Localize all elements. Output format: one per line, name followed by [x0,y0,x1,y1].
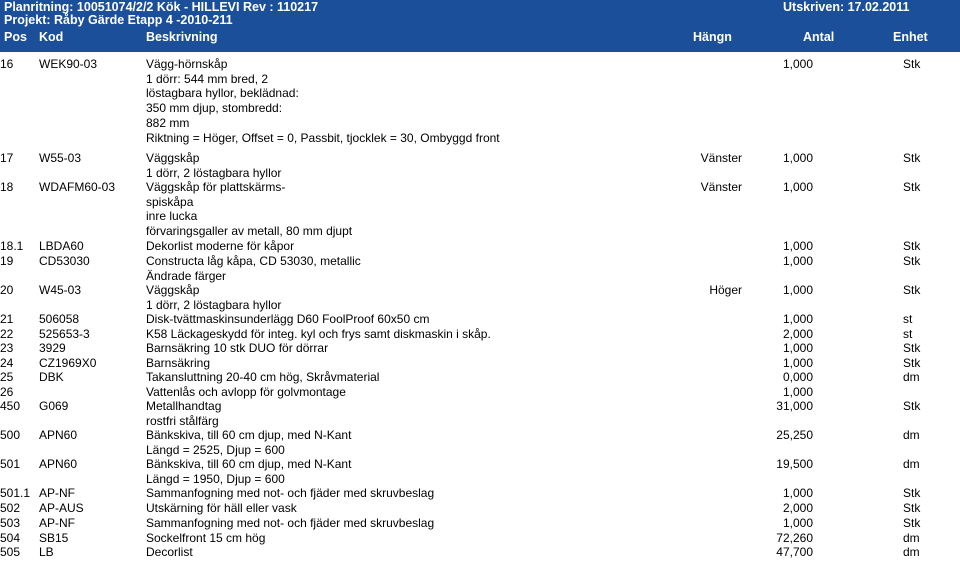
cell-antal: 1,000 [782,151,813,165]
cell-desc: Dekorlist moderne för kåpor [146,239,295,253]
cell-desc: Vattenlås och avlopp för golvmontage [146,385,346,399]
cell-pos: 23 [0,341,14,355]
cell-enhet: Stk [903,239,921,253]
table-row [0,516,960,531]
cell-kod: WEK90-03 [39,57,98,71]
column-header-pos: Pos [4,30,27,44]
cell-enhet: dm [903,370,920,384]
cell-antal: 19,500 [776,457,813,471]
table-row [0,486,960,501]
row-description-line: inre lucka [146,209,198,224]
cell-desc: Barnsäkring [146,356,211,370]
cell-antal: 0,000 [782,370,813,384]
table-row [0,399,960,414]
cell-desc: Sockelfront 15 cm hög [146,531,266,545]
row-description-line: 1 dörr: 544 mm bred, 2 [146,71,269,86]
cell-enhet: dm [903,428,920,442]
cell-antal: 47,700 [776,545,813,559]
table-row [0,385,960,400]
cell-hangn: Höger [709,283,742,297]
cell-antal: 2,000 [782,501,813,515]
table-row [0,239,960,254]
cell-desc: Barnsäkring 10 stk DUO för dörrar [146,341,329,355]
table-row [0,283,960,298]
cell-desc: Utskärning för häll eller vask [146,501,297,515]
row-description-line: Riktning = Höger, Offset = 0, Passbit, tjocklek = 30, Ombyggd front [146,130,500,145]
cell-enhet: Stk [903,516,921,530]
cell-enhet: Stk [903,283,921,297]
cell-kod: 3929 [39,341,66,355]
cell-antal: 2,000 [782,327,813,341]
cell-pos: 502 [0,501,21,515]
row-description-line: förvaringsgaller av metall, 80 mm djupt [146,224,353,239]
table-row [0,312,960,327]
cell-kod: CZ1969X0 [39,356,97,370]
cell-enhet: dm [903,545,920,559]
cell-kod: 525653-3 [39,327,90,341]
cell-desc: Bänkskiva, till 60 cm djup, med N-Kant [146,457,352,471]
cell-pos: 450 [0,399,21,413]
cell-pos: 505 [0,545,21,559]
table-row [0,545,960,560]
row-description-line: 1 dörr, 2 löstagbara hyllor [146,165,282,180]
cell-kod: CD53030 [39,254,90,268]
row-description-line: 882 mm [146,115,190,130]
table-row [0,356,960,371]
table-row [0,254,960,269]
printed-date: Utskriven: 17.02.2011 [783,0,910,14]
table-row [0,341,960,356]
cell-enhet: Stk [903,399,921,413]
cell-pos: 503 [0,516,21,530]
cell-pos: 20 [0,283,14,297]
cell-hangn: Vänster [700,180,742,194]
cell-pos: 22 [0,327,14,341]
cell-kod: DBK [39,370,64,384]
cell-enhet: Stk [903,341,921,355]
row-description-line: 1 dörr, 2 löstagbara hyllor [146,297,282,312]
cell-desc: Constructa låg kåpa, CD 53030, metallic [146,254,361,268]
table-row [0,151,960,166]
cell-enhet: Stk [903,57,921,71]
cell-pos: 21 [0,312,14,326]
cell-enhet: dm [903,457,920,471]
cell-pos: 16 [0,57,14,71]
cell-desc: Väggskåp [146,151,200,165]
cell-enhet: Stk [903,180,921,194]
cell-pos: 18.1 [0,239,24,253]
table-row [0,57,960,72]
cell-antal: 1,000 [782,254,813,268]
cell-antal: 1,000 [782,57,813,71]
cell-kod: LBDA60 [39,239,84,253]
cell-enhet: Stk [903,486,921,500]
column-header-antal: Antal [803,30,835,44]
cell-enhet: Stk [903,254,921,268]
cell-pos: 25 [0,370,14,384]
cell-kod: SB15 [39,531,69,545]
cell-kod: LB [39,545,54,559]
cell-kod: APN60 [39,428,78,442]
cell-enhet: st [903,312,913,326]
table-row [0,428,960,443]
row-description-line: Ändrade färger [146,268,227,283]
cell-kod: AP-AUS [39,501,84,515]
cell-antal: 1,000 [782,283,813,297]
row-description-line: Längd = 2525, Djup = 600 [146,442,285,457]
cell-pos: 500 [0,428,21,442]
cell-enhet: Stk [903,356,921,370]
cell-desc: Sammanfogning med not- och fjäder med skruvbeslag [146,486,435,500]
cell-desc: Bänkskiva, till 60 cm djup, med N-Kant [146,428,352,442]
cell-pos: 504 [0,531,21,545]
cell-kod: AP-NF [39,486,75,500]
row-description-line: spiskåpa [146,194,194,209]
column-header-enhet: Enhet [893,30,928,44]
cell-desc: Decorlist [146,545,193,559]
row-description-line: Längd = 1950, Djup = 600 [146,471,285,486]
column-header-kod: Kod [39,30,64,44]
cell-kod: WDAFM60-03 [39,180,116,194]
cell-pos: 18 [0,180,14,194]
cell-enhet: Stk [903,501,921,515]
cell-antal: 31,000 [776,399,813,413]
row-description-line: löstagbara hyllor, beklädnad: [146,86,299,101]
cell-desc: Sammanfogning med not- och fjäder med skruvbeslag [146,516,435,530]
cell-antal: 1,000 [782,385,813,399]
item-table [0,50,960,569]
cell-desc: Väggskåp [146,283,200,297]
table-row [0,531,960,546]
cell-pos: 501.1 [0,486,31,500]
cell-antal: 1,000 [782,312,813,326]
cell-desc: K58 Läckageskydd för integ. kyl och frys samt diskmaskin i skåp. [146,327,491,341]
report-header [0,0,960,52]
cell-hangn: Vänster [700,151,742,165]
cell-antal: 1,000 [782,486,813,500]
cell-enhet: st [903,327,913,341]
cell-kod: AP-NF [39,516,75,530]
cell-antal: 1,000 [782,356,813,370]
cell-enhet: Stk [903,151,921,165]
cell-pos: 26 [0,385,14,399]
project-title: Projekt: Råby Gärde Etapp 4 -2010-211 [4,13,233,27]
cell-enhet: dm [903,531,920,545]
cell-antal: 1,000 [782,180,813,194]
column-header-hangn: Hängn [693,30,732,44]
cell-pos: 24 [0,356,14,370]
row-description-line: rostfri stålfärg [146,413,219,428]
cell-pos: 501 [0,457,21,471]
cell-pos: 17 [0,151,14,165]
table-row [0,457,960,472]
cell-antal: 1,000 [782,239,813,253]
cell-kod: G069 [39,399,69,413]
cell-pos: 19 [0,254,14,268]
cell-kod: W55-03 [39,151,82,165]
cell-antal: 1,000 [782,516,813,530]
cell-antal: 1,000 [782,341,813,355]
cell-kod: W45-03 [39,283,82,297]
table-row [0,501,960,516]
table-row [0,370,960,385]
plan-title: Planritning: 10051074/2/2 Kök - HILLEVI Rev : 110217 [4,0,319,14]
cell-desc: Metallhandtag [146,399,222,413]
cell-kod: 506058 [39,312,80,326]
cell-kod: APN60 [39,457,78,471]
table-row [0,327,960,342]
table-row [0,180,960,195]
cell-antal: 72,260 [776,531,813,545]
cell-desc: Väggskåp för plattskärms- [146,180,286,194]
cell-antal: 25,250 [776,428,813,442]
row-description-line: 350 mm djup, stombredd: [146,101,283,116]
cell-desc: Disk-tvättmaskinsunderlägg D60 FoolProof 60x50 cm [146,312,430,326]
cell-desc: Vägg-hörnskåp [146,57,228,71]
cell-desc: Takansluttning 20-40 cm hög, Skråvmaterial [146,370,380,384]
column-header-beskrivning: Beskrivning [146,30,218,44]
